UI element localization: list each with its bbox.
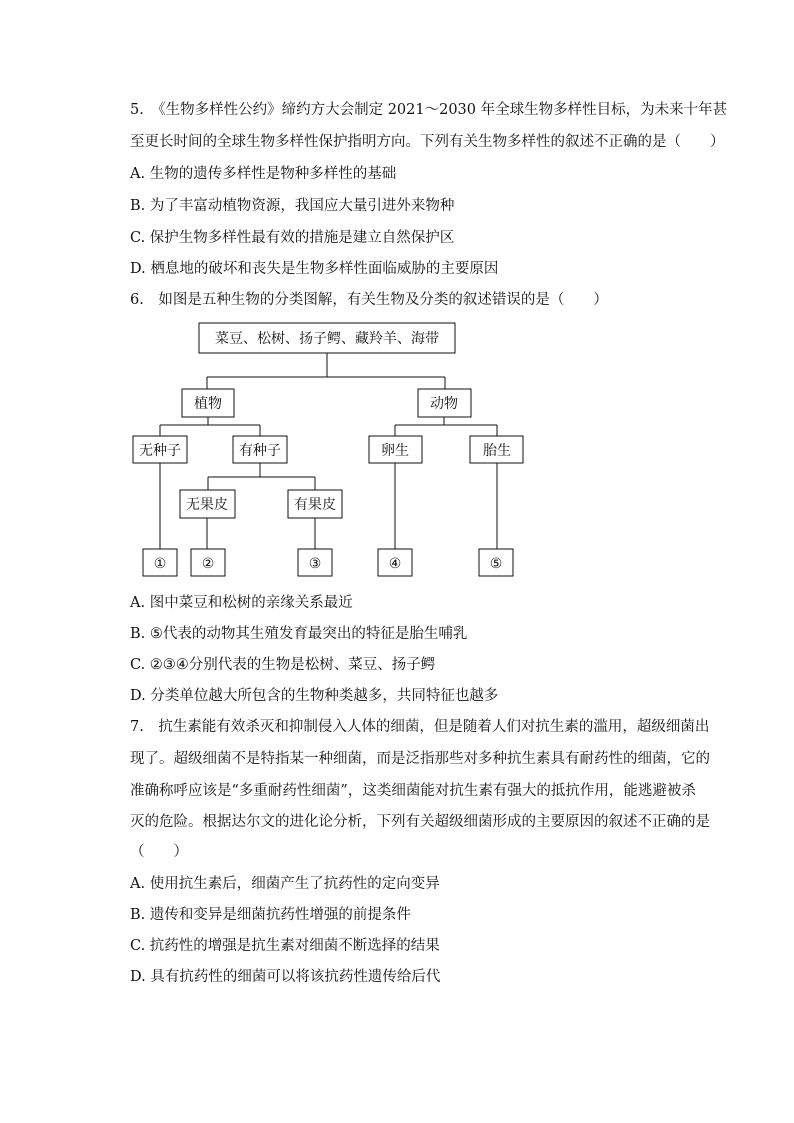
leaf-3-label: ③ bbox=[308, 556, 322, 572]
q6-option-a: A. 图中菜豆和松树的亲缘关系最近 bbox=[130, 595, 353, 611]
leaf-2-label: ② bbox=[201, 556, 215, 572]
q5-option-d: D. 栖息地的破坏和丧失是生物多样性面临威胁的主要原因 bbox=[130, 261, 499, 277]
q7-stem-line3: 准确称呼应该是“多重耐药性细菌”，这类细菌能对抗生素有强大的抵抗作用，能逃避被杀 bbox=[130, 783, 696, 799]
oviparous-label: 卵生 bbox=[381, 443, 409, 459]
q7-option-b: B. 遗传和变异是细菌抗药性增强的前提条件 bbox=[130, 907, 411, 923]
q7-option-c: C. 抗药性的增强是抗生素对细菌不断选择的结果 bbox=[130, 938, 440, 954]
connector-plant bbox=[160, 417, 260, 436]
q5-option-c: C. 保护生物多样性最有效的措施是建立自然保护区 bbox=[130, 230, 455, 246]
q7-stem-line5: （ ） bbox=[130, 844, 188, 860]
q7-stem-line1: 7. 抗生素能有效杀灭和抑制侵入人体的细菌，但是随着人们对抗生素的滥用，超级细菌出 bbox=[130, 719, 710, 735]
has-seed-label: 有种子 bbox=[239, 443, 281, 459]
q6-option-c: C. ②③④分别代表的生物是松树、菜豆、扬子鳄 bbox=[130, 657, 436, 673]
plant-label: 植物 bbox=[194, 396, 222, 412]
no-pericarp-label: 无果皮 bbox=[186, 497, 228, 513]
q5-stem-line1: 5. 《生物多样性公约》缔约方大会制定 2021～2030 年全球生物多样性目标，为未来十年甚 bbox=[130, 102, 728, 118]
q7-option-d: D. 具有抗药性的细菌可以将该抗药性遗传给后代 bbox=[130, 969, 441, 985]
no-seed-label: 无种子 bbox=[139, 443, 181, 459]
q6-option-b: B. ⑤代表的动物其生殖发育最突出的特征是胎生哺乳 bbox=[130, 626, 468, 642]
q5-option-b: B. 为了丰富动植物资源，我国应大量引进外来物种 bbox=[130, 198, 455, 214]
q5-stem-line2: 至更长时间的全球生物多样性保护指明方向。下列有关生物多样性的叙述不正确的是（ ） bbox=[130, 134, 725, 150]
root-label: 菜豆、松树、扬子鳄、藏羚羊、海带 bbox=[215, 331, 439, 347]
viviparous-label: 胎生 bbox=[483, 443, 511, 459]
leaf-1-label: ① bbox=[153, 556, 167, 572]
connector-has-seed bbox=[208, 463, 315, 490]
animal-label: 动物 bbox=[430, 396, 458, 412]
q7-stem-line4: 灭的危险。根据达尔文的进化论分析，下列有关超级细菌形成的主要原因的叙述不正确的是 bbox=[130, 814, 710, 830]
q5-option-a: A. 生物的遗传多样性是物种多样性的基础 bbox=[130, 166, 397, 182]
q6-option-d: D. 分类单位越大所包含的生物种类越多，共同特征也越多 bbox=[130, 688, 499, 704]
classification-diagram bbox=[0, 318, 794, 588]
connector-animal bbox=[395, 417, 497, 436]
q6-stem: 6. 如图是五种生物的分类图解，有关生物及分类的叙述错误的是（ ） bbox=[130, 292, 608, 308]
connector-root bbox=[207, 353, 445, 389]
q7-option-a: A. 使用抗生素后，细菌产生了抗药性的定向变异 bbox=[130, 876, 440, 892]
has-pericarp-label: 有果皮 bbox=[294, 497, 336, 513]
q7-stem-line2: 现了。超级细菌不是特指某一种细菌，而是泛指那些对多种抗生素具有耐药性的细菌，它的 bbox=[130, 751, 710, 767]
leaf-5-label: ⑤ bbox=[489, 556, 503, 572]
leaf-4-label: ④ bbox=[388, 556, 402, 572]
